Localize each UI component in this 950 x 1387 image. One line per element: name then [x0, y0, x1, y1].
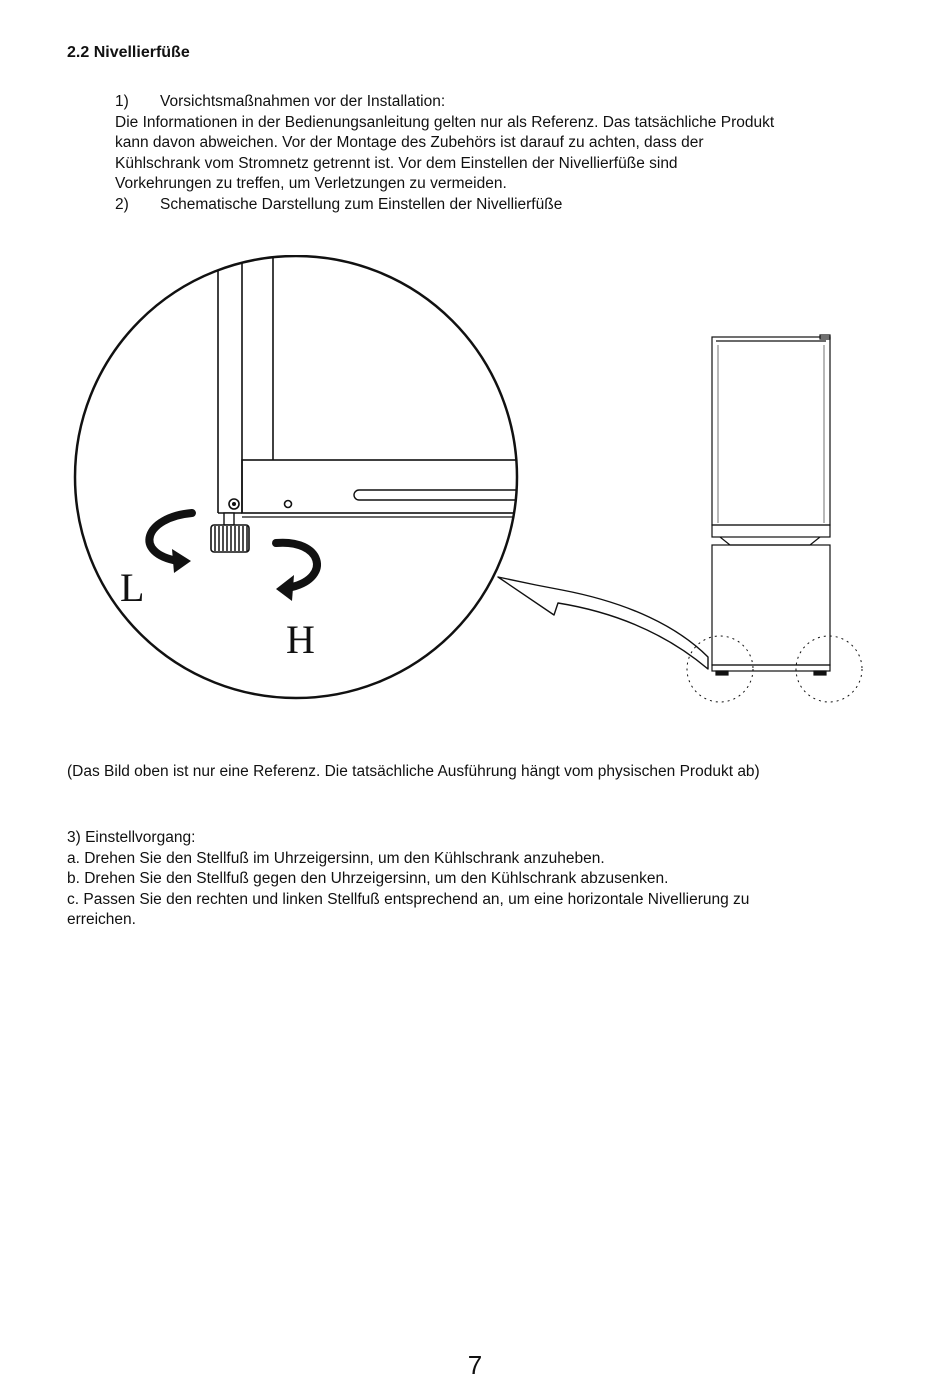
- figure-caption: (Das Bild oben ist nur eine Referenz. Die tatsächliche Ausführung hängt vom physischen Produkt ab): [67, 763, 760, 780]
- rotate-counterclockwise-arrow-icon: [149, 513, 192, 573]
- rotate-clockwise-arrow-icon: [276, 543, 317, 601]
- pointer-arrow: [498, 577, 708, 669]
- item-title: Vorsichtsmaßnahmen vor der Installation:: [160, 93, 446, 110]
- intro-item-2: [115, 195, 915, 216]
- foot-highlight-left: [687, 636, 753, 702]
- leveling-foot-icon: [211, 513, 249, 552]
- intro-item-1: [115, 92, 915, 113]
- section-heading: 2.2 Nivellierfüße: [67, 44, 190, 61]
- intro-paragraph-line: Die Informationen in der Bedienungsanleitung gelten nur als Referenz. Das tatsächliche Produkt: [115, 113, 775, 131]
- foot-highlight-right: [796, 636, 862, 702]
- procedure-step: b. Drehen Sie den Stellfuß gegen den Uhrzeigersinn, um den Kühlschrank abzusenken.: [67, 870, 669, 887]
- procedure-step: c. Passen Sie den rechten und linken Stellfuß entsprechend an, um eine horizontale Nivellierung zu: [67, 890, 750, 908]
- procedure-step: erreichen.: [67, 911, 136, 928]
- label-higher: H: [286, 617, 315, 662]
- item-number: 1): [115, 93, 129, 110]
- intro-paragraph-line: Kühlschrank vom Stromnetz getrennt ist. Vor dem Einstellen der Nivellierfüße sind: [115, 154, 678, 172]
- procedure-step: a. Drehen Sie den Stellfuß im Uhrzeigersinn, um den Kühlschrank anzuheben.: [67, 849, 605, 867]
- intro-block: [115, 92, 915, 215]
- intro-paragraph-line: kann davon abweichen. Vor der Montage des Zubehörs ist darauf zu achten, dass der: [115, 134, 704, 151]
- item-number: 2): [115, 195, 129, 213]
- refrigerator-icon: [712, 335, 830, 675]
- procedure-title: 3) Einstellvorgang:: [67, 829, 196, 846]
- leveling-foot-diagram: [60, 255, 880, 715]
- intro-paragraph-line: Vorkehrungen zu treffen, um Verletzungen zu vermeiden.: [115, 175, 507, 192]
- cabinet-corner-detail: [218, 255, 554, 517]
- label-lower: L: [120, 565, 145, 610]
- page-number: 7: [467, 1350, 483, 1380]
- item-title: Schematische Darstellung zum Einstellen der Nivellierfüße: [160, 195, 563, 213]
- procedure-block: [67, 828, 867, 931]
